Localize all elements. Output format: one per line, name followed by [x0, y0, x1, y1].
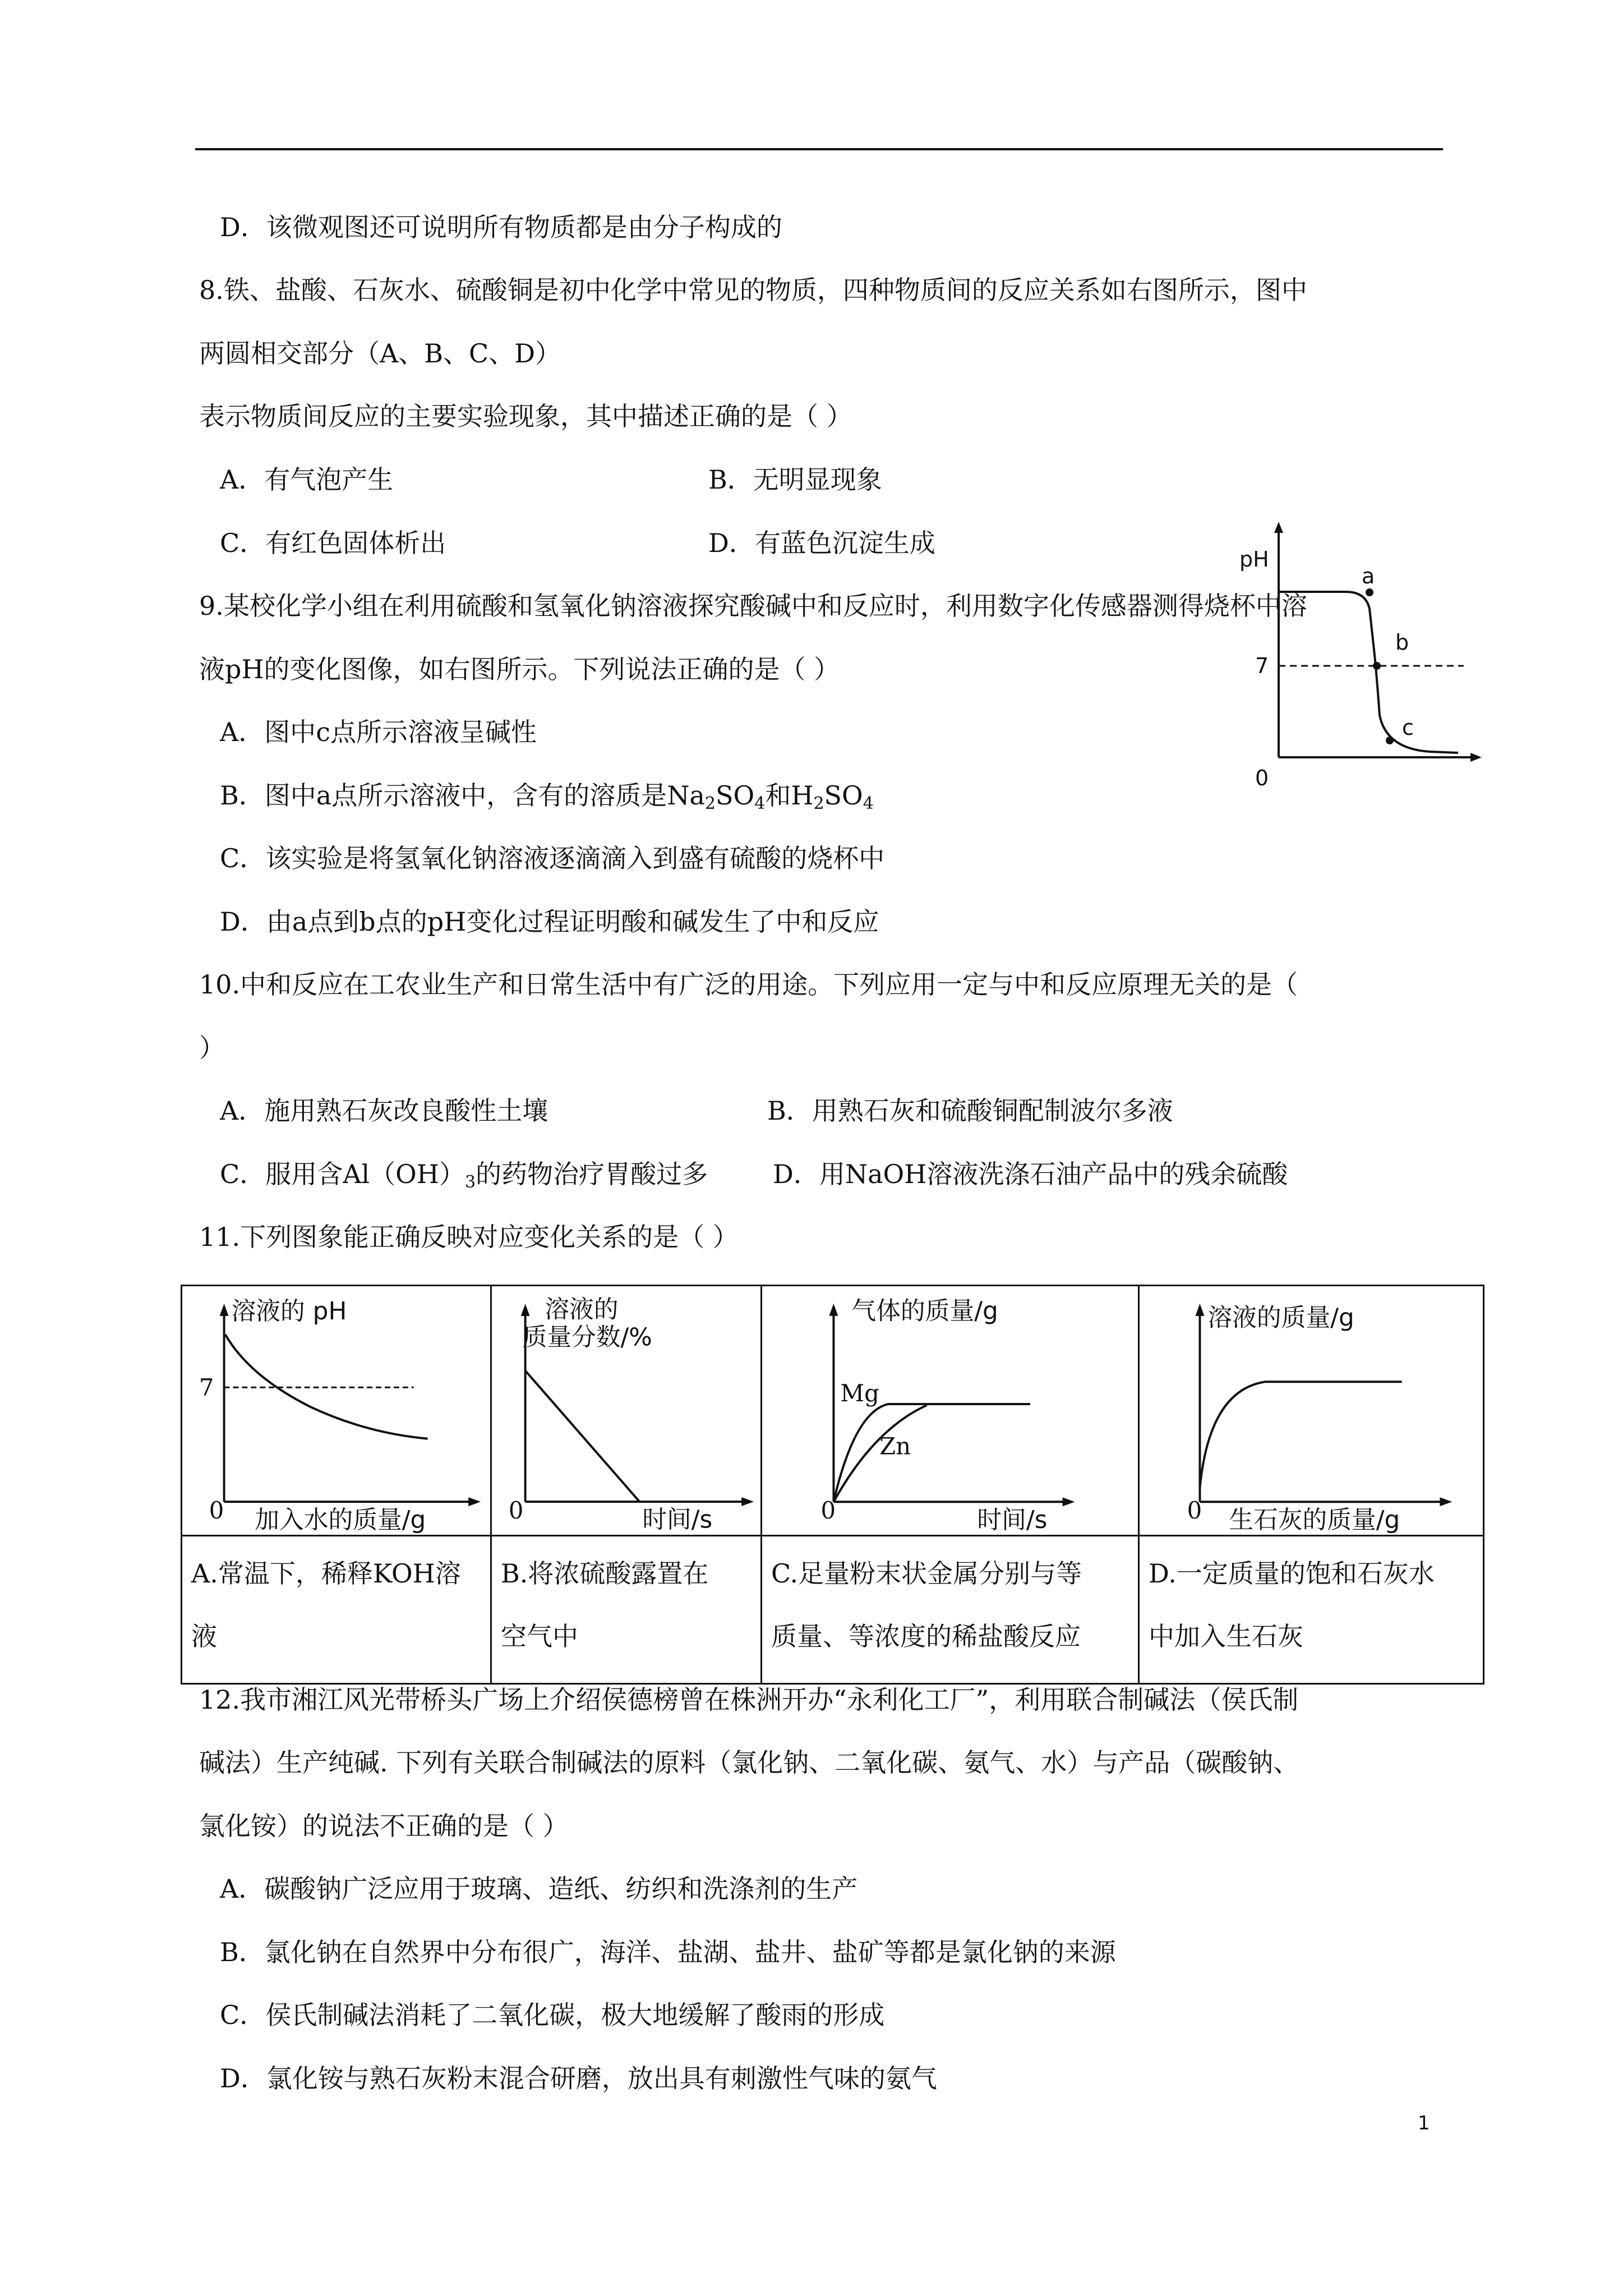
subscript: 2: [813, 794, 824, 813]
q12-option-c: C．侯氏制碱法消耗了二氧化碳，极大地缓解了酸雨的形成: [220, 2000, 885, 2030]
x-axis-label: 时间/s: [642, 1505, 713, 1534]
q9-option-a: A．图中c点所示溶液呈碱性: [220, 717, 537, 747]
q11-caption-row: [182, 1536, 1484, 1684]
q11-caption-b: [491, 1536, 762, 1684]
q10-option-b: B．用熟石灰和硫酸铜配制波尔多液: [767, 1096, 1173, 1126]
q8-stem-line3: 表示物质间反应的主要实验现象，其中描述正确的是（ ）: [199, 401, 852, 431]
subscript: 4: [754, 794, 766, 813]
x-axis-arrow-icon: [741, 1497, 754, 1506]
origin-label: 0: [1255, 766, 1269, 790]
q10-option-d: D．用NaOH溶液洗涤石油产品中的残余硫酸: [773, 1159, 1288, 1189]
caption-line: 液: [191, 1621, 217, 1651]
x-axis-arrow-icon: [468, 1497, 481, 1506]
q9-ph-graph: [1239, 522, 1486, 797]
q12-option-a: A．碳酸钠广泛应用于玻璃、造纸、纺织和洗涤剂的生产: [220, 1874, 858, 1904]
header-rule: [195, 148, 1443, 150]
point-a-label: a: [1362, 564, 1375, 588]
caption-line: B.将浓硫酸露置在: [501, 1558, 709, 1589]
q12-option-b: B．氯化钠在自然界中分布很广，海洋、盐湖、盐井、盐矿等都是氯化钠的来源: [220, 1937, 1116, 1967]
caption-line: 空气中: [501, 1621, 578, 1651]
q8-option-d: D．有蓝色沉淀生成: [708, 528, 935, 558]
ph-curve: [1279, 592, 1458, 753]
point-a-marker: [1366, 588, 1373, 596]
q9-option-b-text: SO: [824, 780, 863, 811]
y-axis-label-line1: 溶液的: [545, 1295, 619, 1324]
q9-option-b-text: 和H: [765, 780, 814, 811]
mg-curve: [833, 1404, 1030, 1502]
q11-graph-a: [182, 1286, 490, 1535]
q12-stem-line2: 碱法）生产纯碱. 下列有关联合制碱法的原料（氯化钠、二氧化碳、氨气、水）与产品（碳酸钠、: [199, 1747, 1299, 1778]
caption-line: C.足量粉末状金属分别与等: [771, 1558, 1082, 1589]
q9-option-b-text: B．图中a点所示溶液中，含有的溶质是Na: [220, 780, 705, 811]
q11-graph-a-cell: [182, 1286, 491, 1536]
y-axis-arrow-icon: [1196, 1304, 1205, 1316]
y-axis-label: 溶液的 pH: [231, 1296, 347, 1326]
q11-caption-c: [762, 1536, 1139, 1684]
q11-stem: 11.下列图象能正确反映对应变化关系的是（ ）: [199, 1222, 739, 1252]
q10-option-a: A．施用熟石灰改良酸性土壤: [220, 1096, 548, 1126]
zn-label: Zn: [879, 1432, 911, 1460]
point-c-label: c: [1402, 715, 1414, 740]
y-axis-arrow-icon: [1274, 522, 1283, 533]
q8-stem-line2: 两圆相交部分（A、B、C、D）: [199, 338, 561, 369]
subscript: 3: [464, 1172, 476, 1192]
q8-option-b: B．无明显现象: [708, 464, 882, 495]
q10-stem-line1: 10.中和反应在工农业生产和日常生活中有广泛的用途。下列应用一定与中和反应原理无关的是（: [199, 969, 1298, 1000]
ph7-tick-label: 7: [1255, 654, 1269, 678]
q11-graph-c-cell: [762, 1286, 1139, 1536]
q9-stem-line2: 液pH的变化图像，如右图所示。下列说法正确的是（ ）: [199, 654, 840, 684]
q10-option-c-text: C．服用含Al（OH）: [220, 1159, 465, 1189]
q11-graph-d-cell: [1139, 1286, 1484, 1536]
q9-option-c: C．该实验是将氢氧化钠溶液逐滴滴入到盛有硫酸的烧杯中: [220, 843, 885, 873]
subscript: 4: [863, 794, 874, 813]
q12-option-d: D．氯化铵与熟石灰粉末混合研磨，放出具有刺激性气味的氨气: [220, 2063, 937, 2093]
y-axis-arrow-icon: [829, 1304, 838, 1316]
q11-graph-table: [181, 1285, 1484, 1685]
x-axis-label: 加入水的质量/g: [255, 1505, 426, 1534]
q7-option-d: D．该微观图还可说明所有物质都是由分子构成的: [220, 212, 782, 242]
y-axis-label-line2: 质量分数/%: [522, 1323, 652, 1352]
q12-stem-line3: 氯化铵）的说法不正确的是（ ）: [199, 1811, 569, 1841]
x-axis-label: 时间/s: [977, 1506, 1048, 1535]
q8-option-c: C．有红色固体析出: [220, 528, 446, 558]
q11-graph-b-cell: [491, 1286, 762, 1536]
q12-stem-line1: 12.我市湘江风光带桥头广场上介绍侯德榜曾在株洲开办“永利化工厂”，利用联合制碱法（侯氏制: [199, 1685, 1299, 1715]
q10-stem-line2: ）: [199, 1033, 225, 1063]
q9-option-b-text: SO: [716, 780, 755, 811]
origin-label: 0: [508, 1496, 524, 1524]
q10-option-c-text: 的药物治疗胃酸过多: [476, 1159, 708, 1189]
caption-line: 中加入生石灰: [1149, 1621, 1303, 1651]
page-number: 1: [1418, 2112, 1430, 2134]
origin-label: 0: [820, 1497, 836, 1525]
caption-line: D.一定质量的饱和石灰水: [1149, 1558, 1435, 1589]
q9-option-d: D．由a点到b点的pH变化过程证明酸和碱发生了中和反应: [220, 907, 879, 937]
x-axis-arrow-icon: [1440, 1497, 1452, 1506]
q11-graph-row: [182, 1286, 1484, 1536]
point-b-marker: [1373, 662, 1381, 670]
solution-mass-curve: [1200, 1382, 1401, 1488]
q11-graph-d: [1140, 1286, 1483, 1535]
x-axis-label: 生石灰的质量/g: [1229, 1505, 1400, 1534]
caption-line: A.常温下，稀释KOH溶: [191, 1558, 461, 1589]
mass-fraction-line: [525, 1370, 640, 1502]
q10-option-c: [220, 1157, 708, 1191]
origin-label: 0: [209, 1496, 224, 1524]
q11-caption-d: [1139, 1536, 1484, 1684]
y-axis-label: 溶液的质量/g: [1207, 1303, 1354, 1332]
x-axis-arrow-icon: [1470, 753, 1482, 762]
point-c-marker: [1386, 737, 1394, 744]
q11-graph-b: [492, 1286, 760, 1535]
q11-graph-c: [762, 1286, 1138, 1535]
q8-stem-line1: 8.铁、盐酸、石灰水、硫酸铜是初中化学中常见的物质，四种物质间的反应关系如右图所示，图中: [199, 275, 1307, 305]
q11-caption-a: [182, 1536, 491, 1684]
subscript: 2: [704, 794, 716, 813]
y-axis-label: 气体的质量/g: [851, 1296, 998, 1326]
origin-label: 0: [1187, 1497, 1202, 1525]
q9-option-b: [220, 779, 874, 812]
point-b-label: b: [1395, 630, 1409, 655]
y-axis-label: pH: [1239, 547, 1269, 572]
y-axis-arrow-icon: [220, 1304, 229, 1316]
y-axis-arrow-icon: [521, 1304, 530, 1316]
mg-label: Mg: [840, 1379, 879, 1407]
q9-stem-line1: 9.某校化学小组在利用硫酸和氢氧化钠溶液探究酸碱中和反应时，利用数字化传感器测得烧杯中溶: [199, 591, 1307, 621]
q8-option-a: A．有气泡产生: [220, 464, 394, 495]
ph7-tick-label: 7: [199, 1374, 214, 1402]
x-axis-arrow-icon: [1063, 1497, 1075, 1506]
caption-line: 质量、等浓度的稀盐酸反应: [771, 1621, 1081, 1651]
